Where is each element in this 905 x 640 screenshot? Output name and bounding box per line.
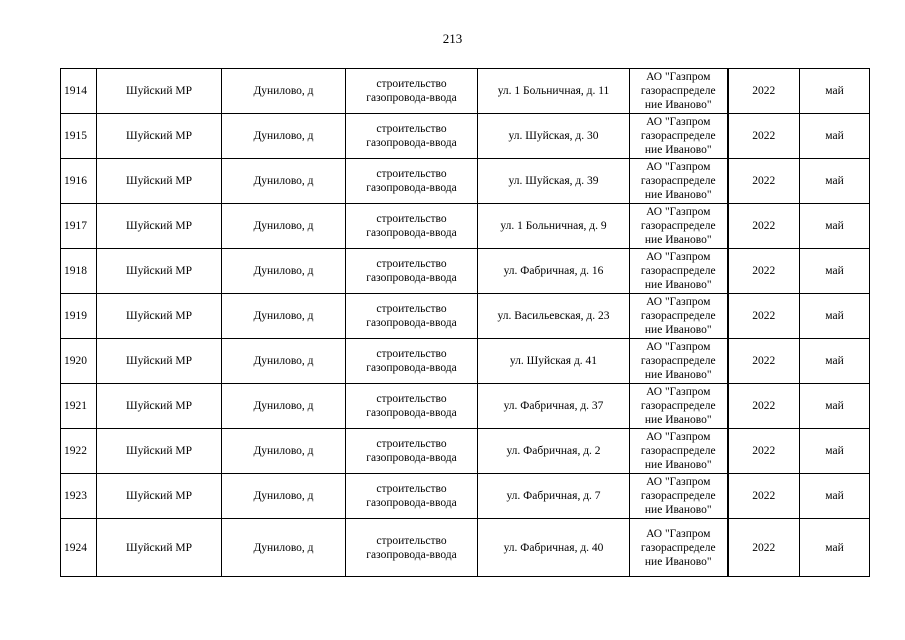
organization-cell: АО "Газпром газораспределе ние Иваново" <box>630 204 728 249</box>
locality-cell: Дунилово, д <box>222 339 346 384</box>
address-cell: ул. Фабричная, д. 40 <box>478 519 630 577</box>
year-cell: 2022 <box>728 519 800 577</box>
work-type-cell: строительство газопровода-ввода <box>346 429 478 474</box>
year-cell: 2022 <box>728 204 800 249</box>
month-cell: май <box>800 204 870 249</box>
work-type-cell: строительство газопровода-ввода <box>346 159 478 204</box>
month-cell: май <box>800 384 870 429</box>
locality-cell: Дунилово, д <box>222 159 346 204</box>
table-row <box>61 294 870 339</box>
month-cell: май <box>800 339 870 384</box>
table-row <box>61 339 870 384</box>
locality-cell: Дунилово, д <box>222 204 346 249</box>
month-cell: май <box>800 294 870 339</box>
work-type-cell: строительство газопровода-ввода <box>346 69 478 114</box>
district-cell: Шуйский МР <box>97 69 222 114</box>
month-cell: май <box>800 159 870 204</box>
row-number-cell: 1924 <box>61 519 97 577</box>
row-number-cell: 1921 <box>61 384 97 429</box>
year-cell: 2022 <box>728 339 800 384</box>
year-cell: 2022 <box>728 114 800 159</box>
work-type-cell: строительство газопровода-ввода <box>346 339 478 384</box>
locality-cell: Дунилово, д <box>222 384 346 429</box>
row-number-cell: 1919 <box>61 294 97 339</box>
row-number-cell: 1920 <box>61 339 97 384</box>
work-type-cell: строительство газопровода-ввода <box>346 294 478 339</box>
district-cell: Шуйский МР <box>97 474 222 519</box>
page-number: 213 <box>442 31 463 46</box>
table-row <box>61 519 870 577</box>
row-number-cell: 1923 <box>61 474 97 519</box>
table-row <box>61 114 870 159</box>
locality-cell: Дунилово, д <box>222 69 346 114</box>
address-cell: ул. Шуйская, д. 30 <box>478 114 630 159</box>
year-cell: 2022 <box>728 249 800 294</box>
district-cell: Шуйский МР <box>97 159 222 204</box>
organization-cell: АО "Газпром газораспределе ние Иваново" <box>630 114 728 159</box>
organization-cell: АО "Газпром газораспределе ние Иваново" <box>630 519 728 577</box>
table-row <box>61 159 870 204</box>
row-number-cell: 1922 <box>61 429 97 474</box>
month-cell: май <box>800 429 870 474</box>
district-cell: Шуйский МР <box>97 519 222 577</box>
locality-cell: Дунилово, д <box>222 294 346 339</box>
address-cell: ул. Фабричная, д. 16 <box>478 249 630 294</box>
organization-cell: АО "Газпром газораспределе ние Иваново" <box>630 69 728 114</box>
work-type-cell: строительство газопровода-ввода <box>346 384 478 429</box>
work-type-cell: строительство газопровода-ввода <box>346 204 478 249</box>
table-body <box>61 69 870 577</box>
month-cell: май <box>800 519 870 577</box>
work-type-cell: строительство газопровода-ввода <box>346 114 478 159</box>
district-cell: Шуйский МР <box>97 429 222 474</box>
month-cell: май <box>800 474 870 519</box>
year-cell: 2022 <box>728 474 800 519</box>
table-row <box>61 204 870 249</box>
address-cell: ул. Шуйская д. 41 <box>478 339 630 384</box>
district-cell: Шуйский МР <box>97 294 222 339</box>
year-cell: 2022 <box>728 429 800 474</box>
locality-cell: Дунилово, д <box>222 519 346 577</box>
locality-cell: Дунилово, д <box>222 114 346 159</box>
row-number-cell: 1917 <box>61 204 97 249</box>
work-type-cell: строительство газопровода-ввода <box>346 474 478 519</box>
organization-cell: АО "Газпром газораспределе ние Иваново" <box>630 429 728 474</box>
organization-cell: АО "Газпром газораспределе ние Иваново" <box>630 159 728 204</box>
organization-cell: АО "Газпром газораспределе ние Иваново" <box>630 384 728 429</box>
table-row <box>61 69 870 114</box>
row-number-cell: 1915 <box>61 114 97 159</box>
year-cell: 2022 <box>728 159 800 204</box>
table-row <box>61 474 870 519</box>
district-cell: Шуйский МР <box>97 339 222 384</box>
month-cell: май <box>800 249 870 294</box>
district-cell: Шуйский МР <box>97 384 222 429</box>
district-cell: Шуйский МР <box>97 249 222 294</box>
address-cell: ул. Васильевская, д. 23 <box>478 294 630 339</box>
address-cell: ул. Фабричная, д. 2 <box>478 429 630 474</box>
address-cell: ул. 1 Больничная, д. 9 <box>478 204 630 249</box>
organization-cell: АО "Газпром газораспределе ние Иваново" <box>630 294 728 339</box>
district-cell: Шуйский МР <box>97 204 222 249</box>
table-row <box>61 429 870 474</box>
address-cell: ул. 1 Больничная, д. 11 <box>478 69 630 114</box>
district-cell: Шуйский МР <box>97 114 222 159</box>
work-type-cell: строительство газопровода-ввода <box>346 519 478 577</box>
table-row <box>61 384 870 429</box>
row-number-cell: 1918 <box>61 249 97 294</box>
address-cell: ул. Шуйская, д. 39 <box>478 159 630 204</box>
table-row <box>61 249 870 294</box>
locality-cell: Дунилово, д <box>222 429 346 474</box>
gasification-table <box>60 68 870 577</box>
year-cell: 2022 <box>728 384 800 429</box>
locality-cell: Дунилово, д <box>222 249 346 294</box>
month-cell: май <box>800 114 870 159</box>
organization-cell: АО "Газпром газораспределе ние Иваново" <box>630 339 728 384</box>
address-cell: ул. Фабричная, д. 37 <box>478 384 630 429</box>
organization-cell: АО "Газпром газораспределе ние Иваново" <box>630 474 728 519</box>
organization-cell: АО "Газпром газораспределе ние Иваново" <box>630 249 728 294</box>
row-number-cell: 1914 <box>61 69 97 114</box>
work-type-cell: строительство газопровода-ввода <box>346 249 478 294</box>
locality-cell: Дунилово, д <box>222 474 346 519</box>
row-number-cell: 1916 <box>61 159 97 204</box>
month-cell: май <box>800 69 870 114</box>
year-cell: 2022 <box>728 294 800 339</box>
address-cell: ул. Фабричная, д. 7 <box>478 474 630 519</box>
year-cell: 2022 <box>728 69 800 114</box>
